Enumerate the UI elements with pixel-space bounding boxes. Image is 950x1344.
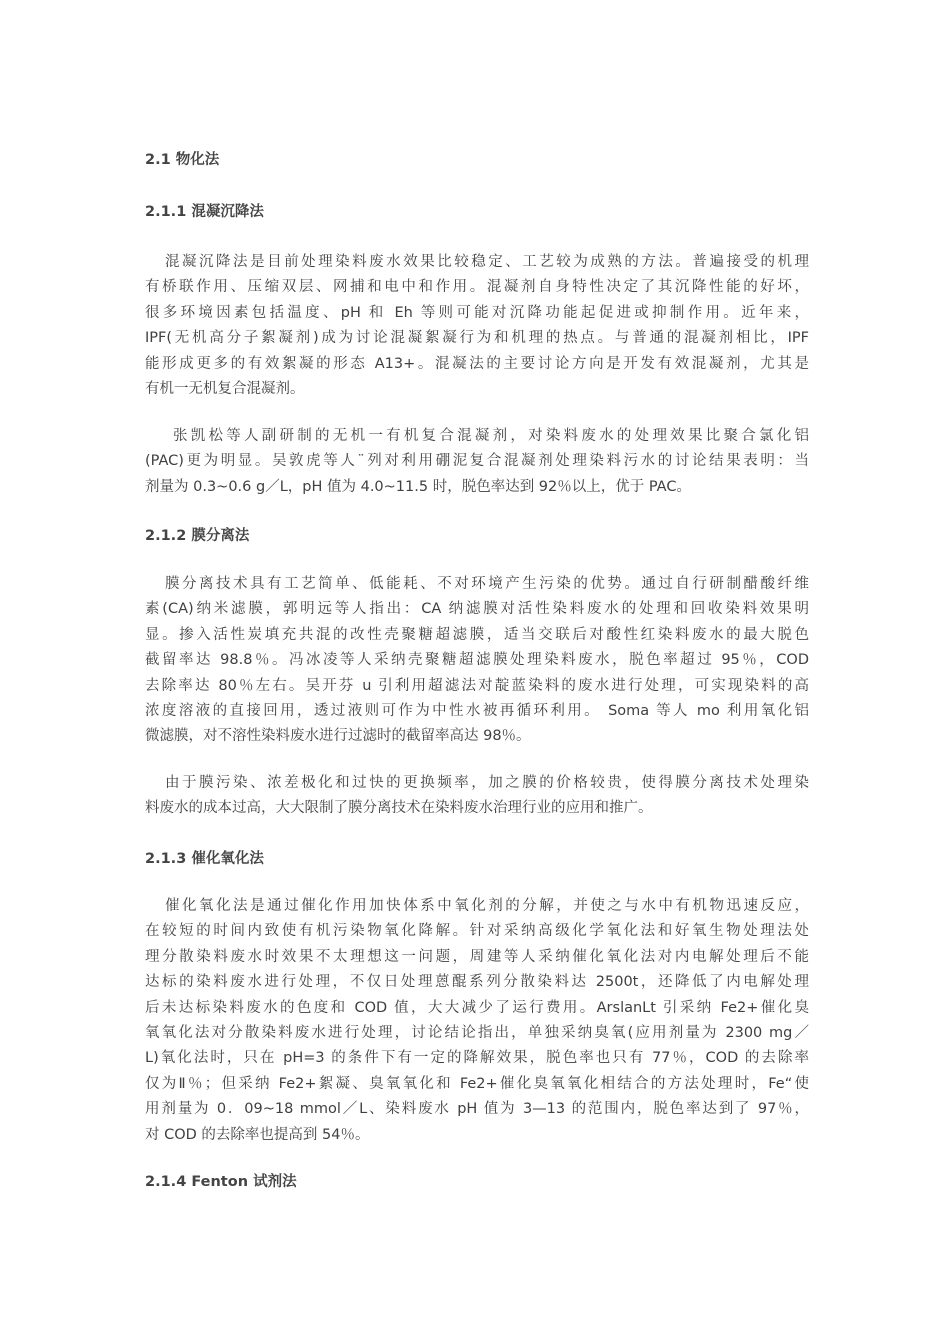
paragraph-line: 膜分离技术具有工艺简单、低能耗、不对环境产生污染的优势。通过自行研制醋酸纤维 xyxy=(165,576,809,592)
section-heading-2-1-4 xyxy=(145,1168,809,1196)
paragraph-line: 料废水的成本过高，大大限制了膜分离技术在染料废水治理行业的应用和推广。 xyxy=(145,800,653,817)
section-heading-2-1-2 xyxy=(145,522,809,550)
paragraph-line: IPF(无机高分子絮凝剂)成为讨论混凝絮凝行为和机理的热点。与普通的混凝剂相比，IPF xyxy=(145,330,809,347)
paragraph-line: 素(CA)纳米滤膜，郭明远等人指出：CA 纳滤膜对活性染料废水的处理和回收染料效果明 xyxy=(145,601,809,618)
paragraph-line: 氧氧化法对分散染料废水进行处理，讨论结论指出，单独采纳臭氧(应用剂量为 2300 mg／ xyxy=(145,1025,809,1042)
paragraph-line: 微滤膜，对不溶性染料废水进行过滤时的截留率高达 98％。 xyxy=(145,728,531,745)
paragraph-line: 由于膜污染、浓差极化和过快的更换频率，加之膜的价格较贵，使得膜分离技术处理染 xyxy=(165,775,809,791)
paragraph-line: 浓度溶液的直接回用，透过液则可作为中性水被再循环利用。 Soma 等人 mo 利用氧化铝 xyxy=(145,703,809,720)
paragraph-line: 用剂量为 0．09~18 mmol／L、染料废水 pH 值为 3—13 的范围内，脱色率达到了 97％， xyxy=(145,1101,809,1118)
paragraph-line: L)氧化法时，只在 pH=3 的条件下有一定的降解效果，脱色率也只有 77％，COD 的去除率 xyxy=(145,1050,809,1067)
paragraph-line: 对 COD 的去除率也提高到 54％。 xyxy=(145,1126,370,1143)
paragraph-line: 剂量为 0.3~0.6 g／L，pH 值为 4.0~11.5 时，脱色率达到 92％以上，优于 PAC。 xyxy=(145,478,691,495)
paragraph-line: 在较短的时间内致使有机污染物氧化降解。针对采纳高级化学氧化法和好氧生物处理法处 xyxy=(145,923,809,940)
paragraph-line: 显。掺入活性炭填充共混的改性壳聚糖超滤膜，适当交联后对酸性红染料废水的最大脱色 xyxy=(145,626,809,643)
paragraph-coagulation-intro xyxy=(145,250,809,402)
paragraph-membrane-intro xyxy=(145,572,809,750)
paragraph-line: (PAC)更为明显。吴敦虎等人¨列对利用硼泥复合混凝剂处理染料污水的讨论结果表明：当 xyxy=(145,453,809,470)
paragraph-catalytic-oxidation xyxy=(145,894,809,1148)
paragraph-line: 混凝沉降法是目前处理染料废水效果比较稳定、工艺较为成熟的方法。普遍接受的机理 xyxy=(165,254,809,270)
paragraph-line: 张凯松等人副研制的无机一有机复合混凝剂，对染料废水的处理效果比聚合氯化铝 xyxy=(173,428,809,444)
section-heading-2-1-1 xyxy=(145,198,809,226)
paragraph-line: 后未达标染料废水的色度和 COD 值，大大减少了运行费用。ArslanLt 引采纳 Fe2+催化臭 xyxy=(145,999,809,1016)
paragraph-membrane-limits xyxy=(145,771,809,822)
heading-text: 2.1.1 混凝沉降法 xyxy=(145,204,264,220)
paragraph-line: 理分散染料废水时效果不太理想这一问题，周建等人采纳催化氧化法对内电解处理后不能 xyxy=(145,948,809,965)
paragraph-line: 仅为Ⅱ％；但采纳 Fe2+絮凝、臭氧氧化和 Fe2+催化臭氧氧化相结合的方法处理时，Fe“使 xyxy=(145,1075,809,1092)
paragraph-line: 有桥联作用、压缩双层、网捕和电中和作用。混凝剂自身特性决定了其沉降性能的好坏， xyxy=(145,279,809,296)
paragraph-line: 达标的染料废水进行处理，不仅日处理蒽醌系列分散染料达 2500t，还降低了内电解处理 xyxy=(145,974,809,991)
paragraph-line: 截留率达 98.8％。冯冰凌等人采纳壳聚糖超滤膜处理染料废水，脱色率超过 95％，COD xyxy=(145,652,809,669)
paragraph-line: 有机一无机复合混凝剂。 xyxy=(145,381,305,398)
section-heading-2-1 xyxy=(145,146,809,174)
heading-text: 2.1.2 膜分离法 xyxy=(145,528,250,544)
paragraph-coagulation-research xyxy=(145,424,809,500)
heading-text: 2.1.3 催化氧化法 xyxy=(145,851,264,867)
paragraph-line: 很多环境因素包括温度、pH 和 Eh 等则可能对沉降功能起促进或抑制作用。近年来， xyxy=(145,304,809,321)
heading-text: 2.1.4 Fenton 试剂法 xyxy=(145,1174,297,1190)
paragraph-line: 能形成更多的有效絮凝的形态 A13+。混凝法的主要讨论方向是开发有效混凝剂，尤其是 xyxy=(145,355,809,372)
heading-text: 2.1 物化法 xyxy=(145,152,220,168)
paragraph-line: 去除率达 80％左右。吴开芬 u 引利用超滤法对靛蓝染料的废水进行处理，可实现染料的高 xyxy=(145,677,809,694)
section-heading-2-1-3 xyxy=(145,845,809,873)
paragraph-line: 催化氧化法是通过催化作用加快体系中氧化剂的分解，并使之与水中有机物迅速反应， xyxy=(165,898,809,914)
